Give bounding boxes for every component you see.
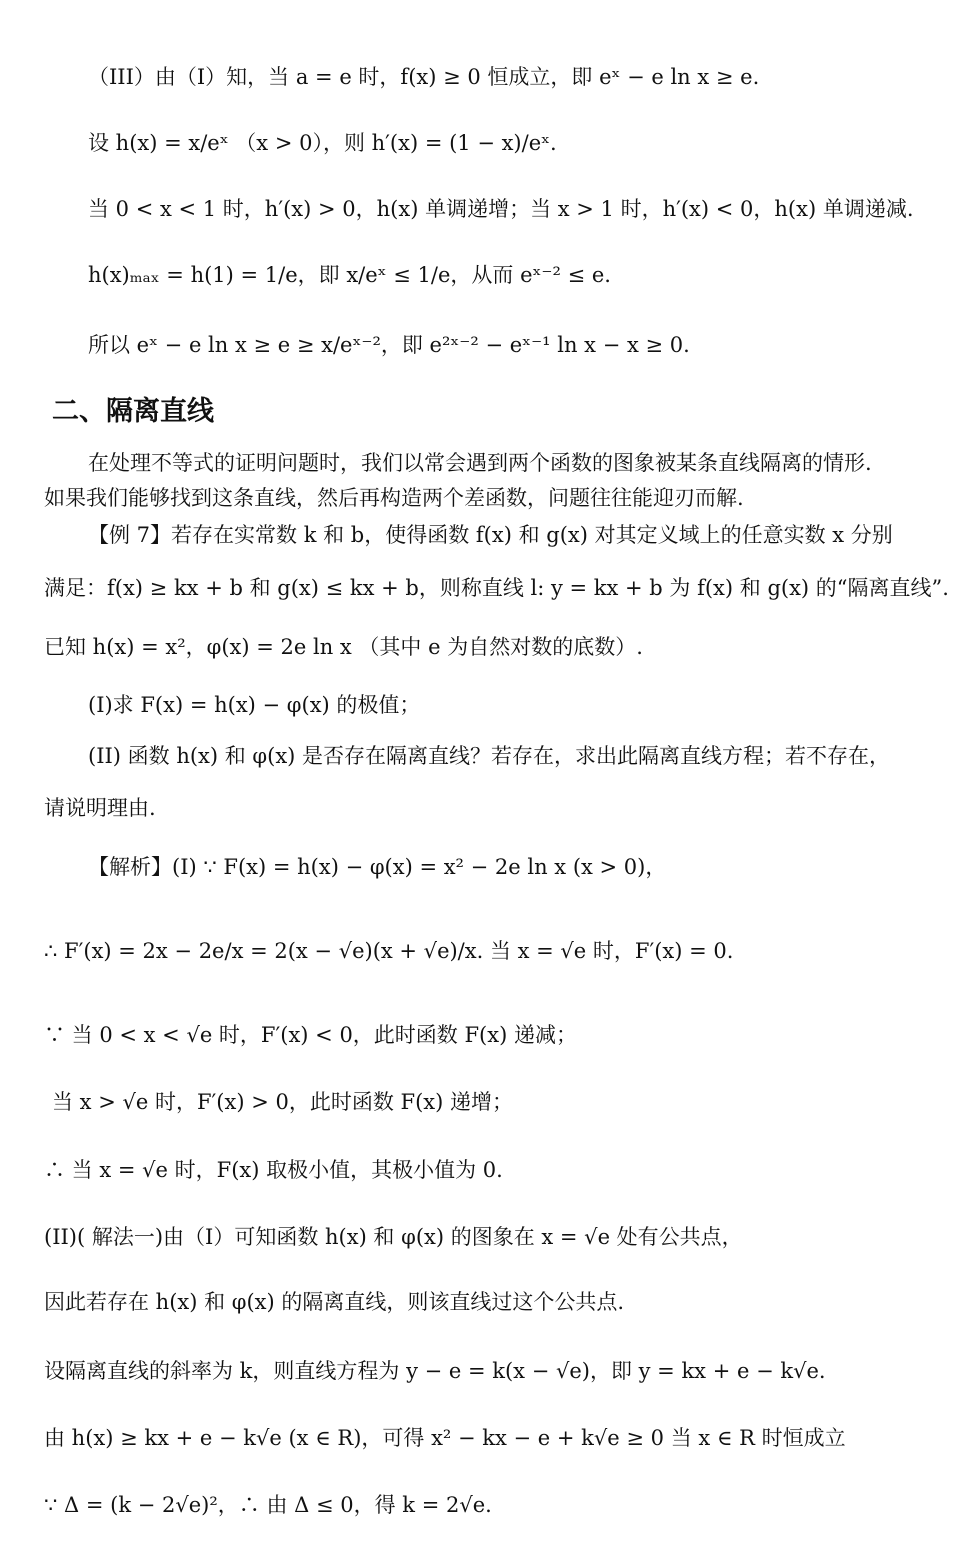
section-iii-line-2: 设 h(x) = x/eˣ （x > 0），则 h′(x) = (1 − x)/eˣ. xyxy=(88,131,557,155)
solution-line-3: ∵ 当 0 < x < √e 时，F′(x) < 0，此时函数 F(x) 递减； xyxy=(44,1023,577,1047)
solution-line-5: ∴ 当 x = √e 时，F(x) 取极小值，其极小值为 0. xyxy=(44,1158,503,1182)
intro-line-2: 如果我们能够找到这条直线，然后再构造两个差函数，问题往往能迎刃而解. xyxy=(44,486,744,510)
section-iii-line-1: （III）由（I）知，当 a = e 时，f(x) ≥ 0 恒成立，即 eˣ − e ln x ≥ e. xyxy=(88,65,760,89)
section-heading: 二、隔离直线 xyxy=(52,396,214,427)
section-iii-line-3: 当 0 < x < 1 时，h′(x) > 0，h(x) 单调递增；当 x > 1 时，h′(x) < 0，h(x) 单调递减. xyxy=(88,197,914,221)
example-7-question-2b: 请说明理由. xyxy=(44,796,156,820)
example-7-line-3: 已知 h(x) = x²，φ(x) = 2e ln x （其中 e 为自然对数的底数）. xyxy=(44,635,643,659)
section-iii-line-5: 所以 eˣ − e ln x ≥ e ≥ x/eˣ⁻²，即 e²ˣ⁻² − eˣ⁻¹ ln x − x ≥ 0. xyxy=(88,333,690,357)
solution-line-2: ∴ F′(x) = 2x − 2e/x = 2(x − √e)(x + √e)/x. 当 x = √e 时，F′(x) = 0. xyxy=(44,939,734,963)
solution-line-8: 设隔离直线的斜率为 k，则直线方程为 y − e = k(x − √e)，即 y = kx + e − k√e. xyxy=(44,1359,826,1383)
example-7-question-1: (I)求 F(x) = h(x) − φ(x) 的极值； xyxy=(88,693,421,717)
example-7-line-2: 满足：f(x) ≥ kx + b 和 g(x) ≤ kx + b，则称直线 l: y = kx + b 为 f(x) 和 g(x) 的“隔离直线”. xyxy=(44,576,949,600)
solution-line-9: 由 h(x) ≥ kx + e − k√e (x ∈ R)，可得 x² − kx − e + k√e ≥ 0 当 x ∈ R 时恒成立 xyxy=(44,1426,846,1450)
example-7-question-2a: (II) 函数 h(x) 和 φ(x) 是否存在隔离直线？若存在，求出此隔离直线方程；若不存在， xyxy=(88,744,891,768)
solution-line-7: 因此若存在 h(x) 和 φ(x) 的隔离直线，则该直线过这个公共点. xyxy=(44,1290,625,1314)
solution-line-4: 当 x > √e 时，F′(x) > 0，此时函数 F(x) 递增； xyxy=(52,1090,513,1114)
intro-line-1: 在处理不等式的证明问题时，我们以常会遇到两个函数的图象被某条直线隔离的情形. xyxy=(88,451,872,475)
example-7-line-1: 【例 7】若存在实常数 k 和 b，使得函数 f(x) 和 g(x) 对其定义域上的任意实数 x 分别 xyxy=(88,523,893,547)
solution-line-10: ∵ Δ = (k − 2√e)²，∴ 由 Δ ≤ 0，得 k = 2√e. xyxy=(44,1493,492,1517)
section-iii-line-4: h(x)ₘₐₓ = h(1) = 1/e，即 x/eˣ ≤ 1/e，从而 eˣ⁻² ≤ e. xyxy=(88,263,611,287)
solution-line-1: 【解析】(I) ∵ F(x) = h(x) − φ(x) = x² − 2e ln x (x > 0)， xyxy=(88,855,667,879)
solution-line-6: (II)( 解法一)由（I）可知函数 h(x) 和 φ(x) 的图象在 x = √e 处有公共点， xyxy=(44,1225,743,1249)
